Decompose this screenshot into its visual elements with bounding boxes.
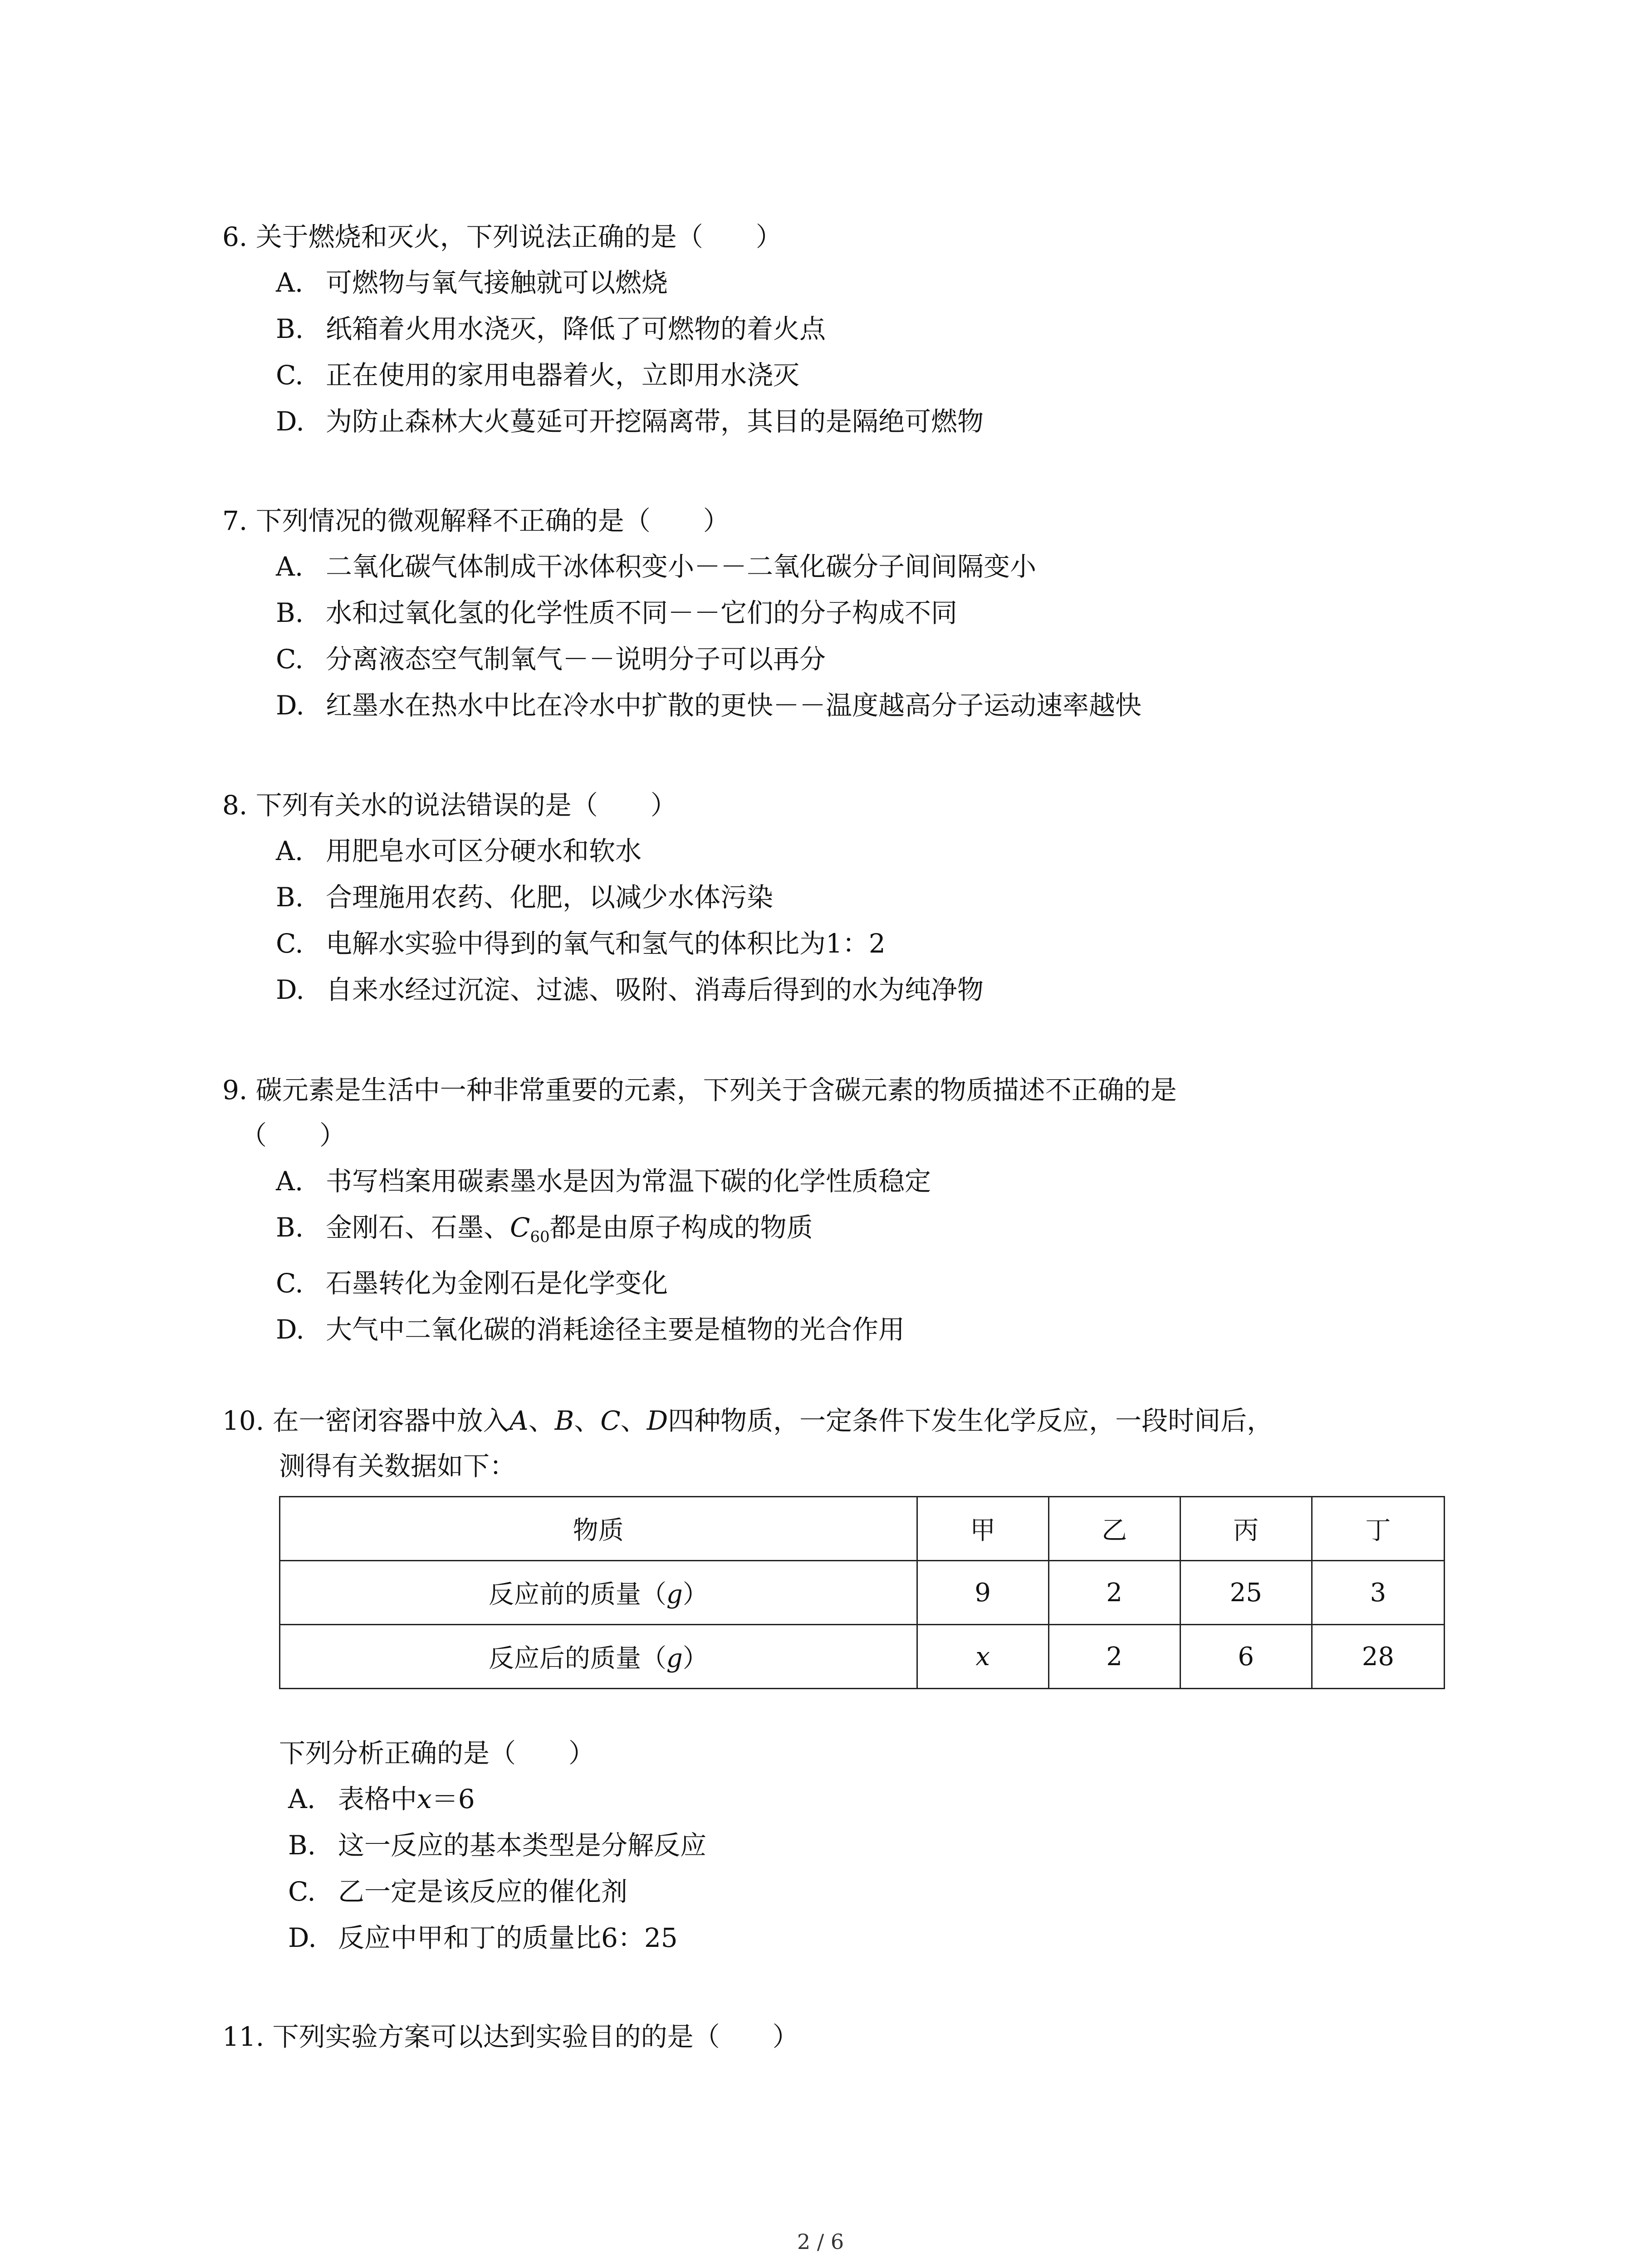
- formula-subscript: 60: [530, 1228, 550, 1246]
- option-d: D. 反应中甲和丁的质量比6：25: [288, 1922, 678, 1953]
- table-row: [280, 1625, 1445, 1689]
- option-b: B. 金刚石、石墨、$C_{60}$都是由原子构成的物质: [276, 1212, 813, 1246]
- table-cell: 28: [1312, 1625, 1444, 1689]
- formula: C: [510, 1212, 530, 1243]
- table-row-label: 反应后的质量（g）: [280, 1625, 917, 1689]
- option-a: A. 书写档案用碳素墨水是因为常温下碳的化学性质稳定: [276, 1166, 931, 1197]
- option-a: A. 用肥皂水可区分硬水和软水: [276, 836, 642, 866]
- table-cell: 2: [1048, 1561, 1180, 1625]
- table-cell: 6: [1180, 1625, 1312, 1689]
- option-c: C. 石墨转化为金刚石是化学变化: [276, 1268, 668, 1299]
- table-cell: 25: [1180, 1561, 1312, 1625]
- table-cell: 9: [917, 1561, 1048, 1625]
- option-d: D. 为防止森林大火蔓延可开挖隔离带，其目的是隔绝可燃物: [276, 406, 984, 437]
- question-9: [222, 1067, 1447, 1353]
- question-11: [222, 2014, 1447, 2059]
- table-header-cell: 丙: [1180, 1497, 1312, 1561]
- table-cell: 3: [1312, 1561, 1444, 1625]
- table-header-cell: 甲: [917, 1497, 1048, 1561]
- question-stem: 8. 下列有关水的说法错误的是（ ）: [222, 790, 677, 821]
- option-c: C. 电解水实验中得到的氧气和氢气的体积比为1：2: [276, 928, 886, 959]
- option-b: B. 纸箱着火用水浇灭，降低了可燃物的着火点: [276, 313, 826, 344]
- question-stem: 10. 在一密闭容器中放入A、B、C、D四种物质，一定条件下发生化学反应，一段时间后，: [222, 1405, 1274, 1436]
- question-10: [222, 1398, 1447, 1489]
- question-stem: 11. 下列实验方案可以达到实验目的的是（ ）: [222, 2021, 799, 2052]
- answer-bracket: （ ）: [240, 1120, 346, 1151]
- question-10-followup: [279, 1730, 706, 1961]
- table-header-cell: 物质: [280, 1497, 917, 1561]
- option-c: C. 乙一定是该反应的催化剂: [288, 1876, 628, 1907]
- question-6: [222, 214, 1447, 445]
- option-b: B. 这一反应的基本类型是分解反应: [288, 1830, 707, 1861]
- table-cell: 2: [1048, 1625, 1180, 1689]
- option-a: A. 二氧化碳气体制成干冰体积变小－－二氧化碳分子间间隔变小: [276, 551, 1037, 582]
- data-table: [279, 1496, 1445, 1689]
- option-d: D. 自来水经过沉淀、过滤、吸附、消毒后得到的水为纯净物: [276, 974, 984, 1005]
- question-stem: 9. 碳元素是生活中一种非常重要的元素，下列关于含碳元素的物质描述不正确的是: [222, 1075, 1177, 1105]
- table-row-label: 反应前的质量（g）: [280, 1561, 917, 1625]
- question-7: [222, 498, 1447, 728]
- option-a: A. 可燃物与氧气接触就可以燃烧: [276, 267, 668, 298]
- table-header-row: [280, 1497, 1445, 1561]
- question-8: [222, 782, 1447, 1013]
- question-stem: 6. 关于燃烧和灭火，下列说法正确的是（ ）: [222, 221, 782, 252]
- option-d: D. 大气中二氧化碳的消耗途径主要是植物的光合作用: [276, 1314, 905, 1345]
- question-stem-continued: 测得有关数据如下：: [279, 1451, 516, 1481]
- table-header-cell: 乙: [1048, 1497, 1180, 1561]
- option-c: C. 正在使用的家用电器着火，立即用水浇灭: [276, 360, 800, 391]
- option-b: B. 水和过氧化氢的化学性质不同－－它们的分子构成不同: [276, 597, 958, 628]
- option-b: B. 合理施用农药、化肥，以减少水体污染: [276, 882, 774, 913]
- option-a: A. 表格中x＝6: [288, 1784, 475, 1814]
- page-number: 2 / 6: [797, 2229, 844, 2254]
- option-d: D. 红墨水在热水中比在冷水中扩散的更快－－温度越高分子运动速率越快: [276, 690, 1142, 721]
- table-header-cell: 丁: [1312, 1497, 1444, 1561]
- followup-stem: 下列分析正确的是（ ）: [279, 1738, 595, 1769]
- table-row: [280, 1561, 1445, 1625]
- question-stem: 7. 下列情况的微观解释不正确的是（ ）: [222, 505, 730, 536]
- option-c: C. 分离液态空气制氧气－－说明分子可以再分: [276, 644, 826, 675]
- table-cell: x: [917, 1625, 1048, 1689]
